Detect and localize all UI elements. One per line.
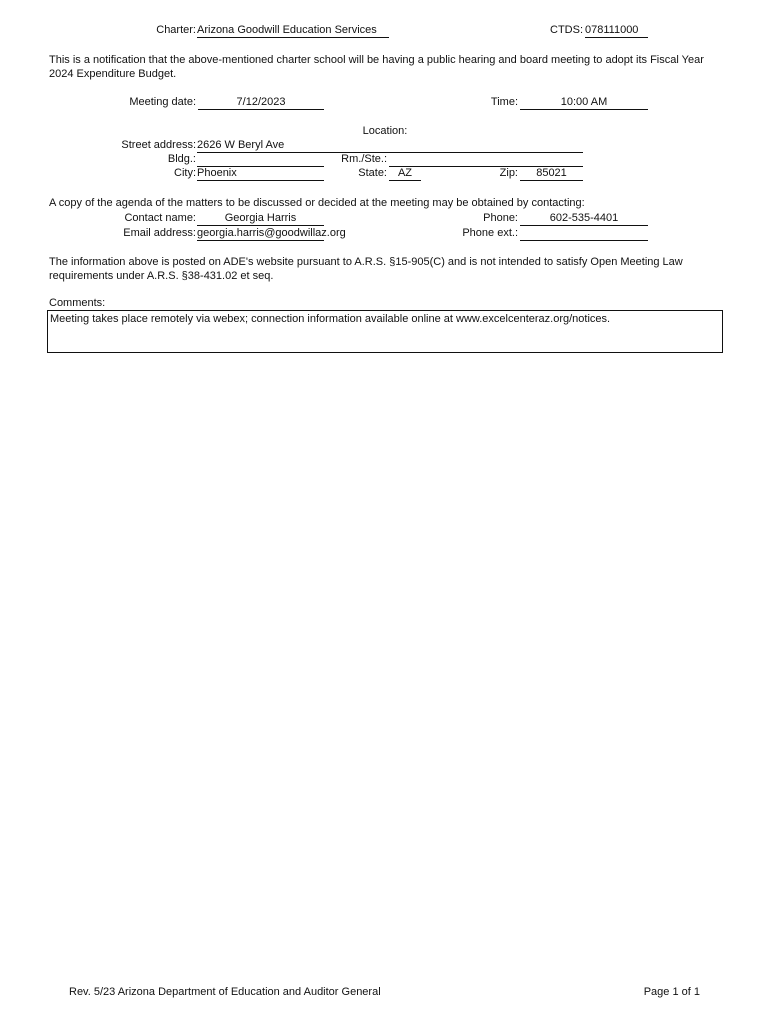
charter-label: Charter: bbox=[156, 24, 196, 36]
phone-field[interactable]: 602-535-4401 bbox=[520, 212, 648, 226]
footer-revision: Rev. 5/23 Arizona Department of Education and Auditor General bbox=[69, 986, 381, 998]
phone-label: Phone: bbox=[483, 212, 518, 224]
zip-field[interactable]: 85021 bbox=[520, 167, 583, 181]
contact-name-field[interactable]: Georgia Harris bbox=[197, 212, 324, 226]
city-label: City: bbox=[174, 167, 196, 179]
location-heading: Location: bbox=[362, 125, 408, 137]
zip-label: Zip: bbox=[499, 167, 518, 179]
bldg-label: Bldg.: bbox=[167, 153, 196, 165]
state-field[interactable]: AZ bbox=[389, 167, 421, 181]
charter-field[interactable]: Arizona Goodwill Education Services bbox=[197, 24, 389, 38]
time-field[interactable]: 10:00 AM bbox=[520, 96, 648, 110]
comments-text: Meeting takes place remotely via webex; connection information available online at www.excelcenteraz.org/notices. bbox=[50, 313, 611, 325]
meeting-date-label: Meeting date: bbox=[129, 96, 196, 108]
ctds-label: CTDS: bbox=[550, 24, 583, 36]
phone-ext-label: Phone ext.: bbox=[462, 227, 518, 239]
comments-box[interactable] bbox=[47, 310, 723, 353]
email-address-field[interactable]: georgia.harris@goodwillaz.org bbox=[197, 227, 346, 239]
page-number: Page 1 of 1 bbox=[643, 986, 700, 998]
comments-label: Comments: bbox=[49, 297, 106, 309]
meeting-date-field[interactable]: 7/12/2023 bbox=[198, 96, 324, 110]
rm-ste-label: Rm./Ste.: bbox=[341, 153, 387, 165]
contact-intro: A copy of the agenda of the matters to be discussed or decided at the meeting may be obtained by contacting: bbox=[49, 197, 585, 209]
notice-text: The information above is posted on ADE's website pursuant to A.R.S. §15-905(C) and is not intended to satisfy Open Meeting Law requirements under A.R.S. §38-431.02 et seq. bbox=[49, 256, 683, 282]
intro-text: This is a notification that the above-mentioned charter school will be having a public hearing and board meeting to adopt its Fiscal Year 2024 Expenditure Budget. bbox=[49, 54, 704, 80]
ctds-field[interactable]: 078111000 bbox=[585, 24, 648, 38]
time-label: Time: bbox=[490, 96, 518, 108]
street-address-field[interactable]: 2626 W Beryl Ave bbox=[197, 139, 583, 153]
street-address-label: Street address: bbox=[121, 139, 196, 151]
contact-name-label: Contact name: bbox=[124, 212, 196, 224]
email-address-label: Email address: bbox=[123, 227, 196, 239]
state-label: State: bbox=[358, 167, 387, 179]
phone-ext-field[interactable] bbox=[520, 227, 648, 241]
city-field[interactable]: Phoenix bbox=[197, 167, 324, 181]
rm-ste-field[interactable] bbox=[389, 153, 583, 167]
